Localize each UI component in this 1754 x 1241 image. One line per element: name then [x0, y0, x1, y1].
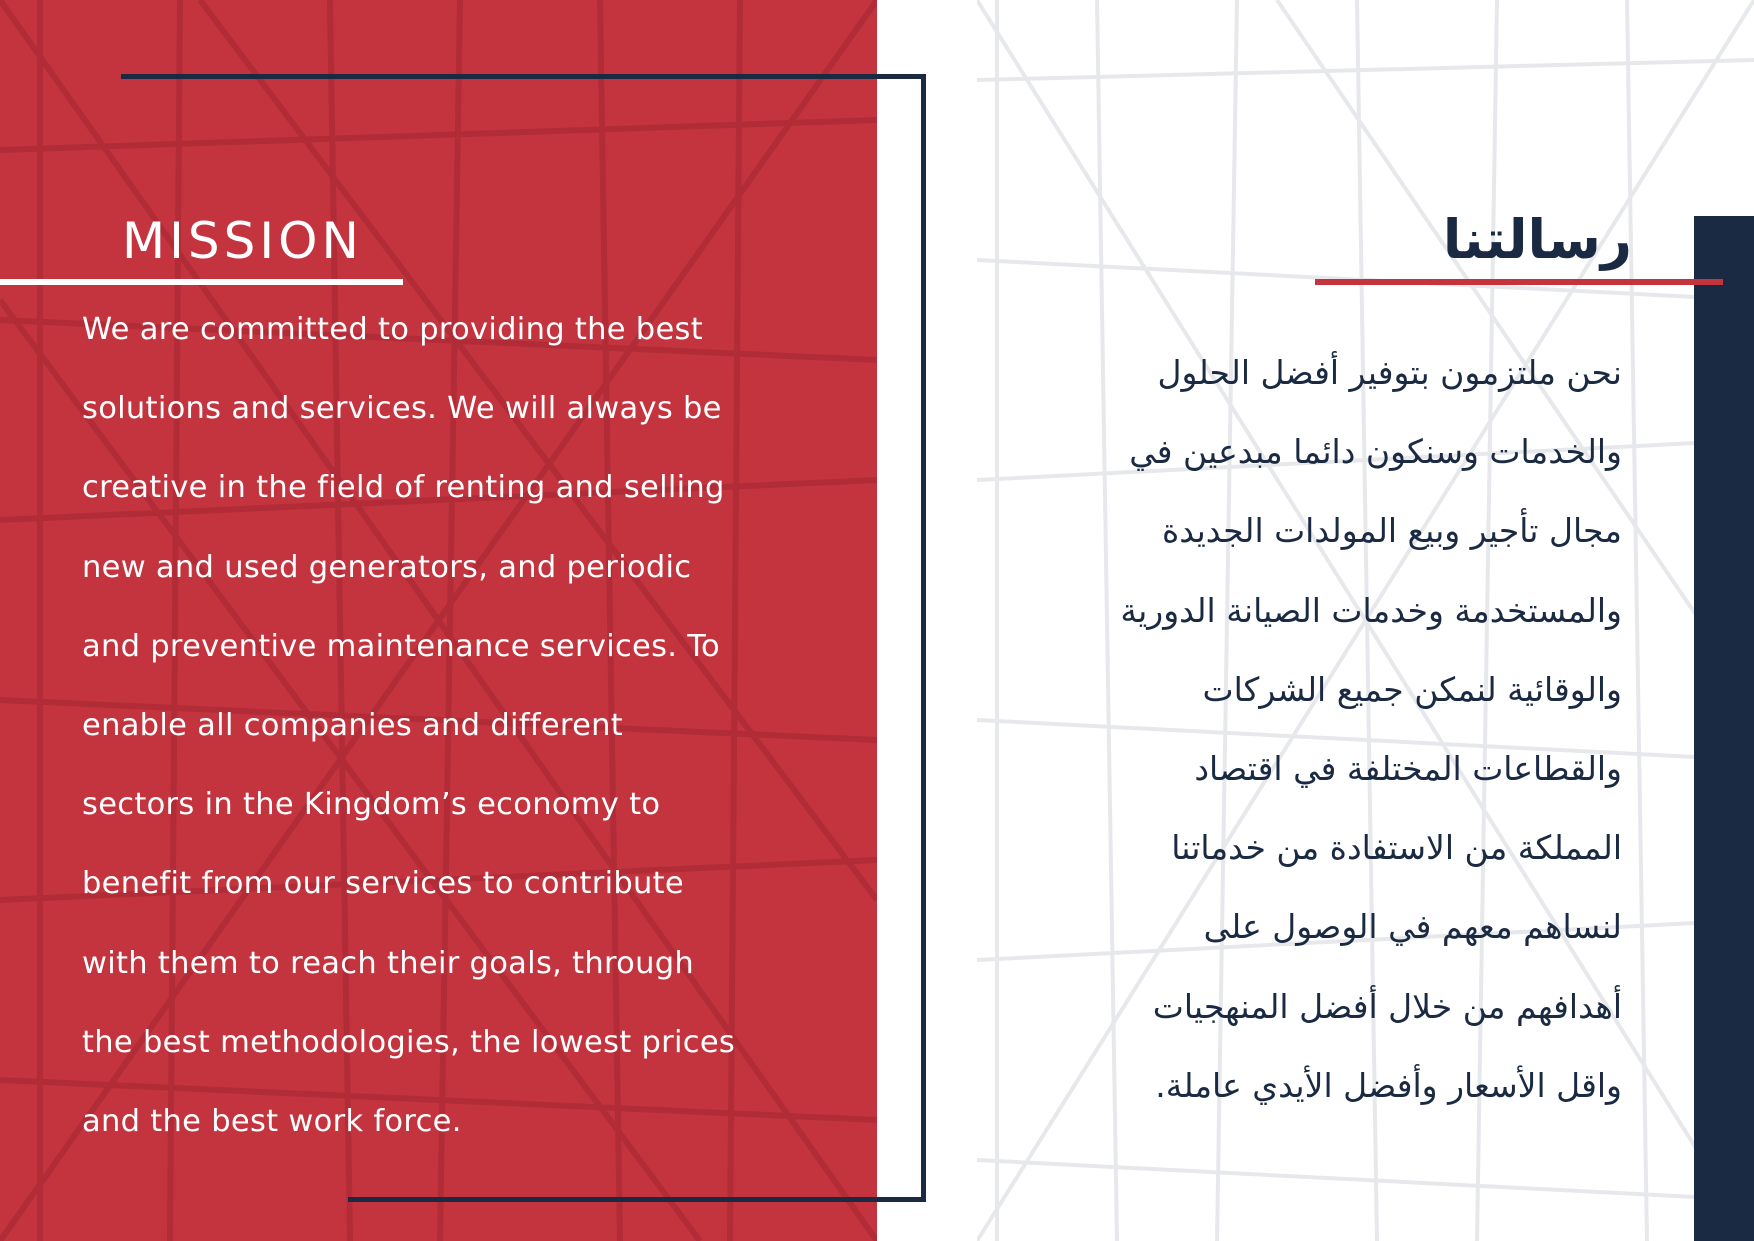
frame-line-right: [921, 74, 926, 1202]
mission-line-arabic: والوقائية لنمكن جميع الشركات: [1202, 669, 1622, 709]
mission-line-arabic: والمستخدمة وخدمات الصيانة الدورية: [1120, 590, 1622, 630]
mission-line: and preventive maintenance services. To: [82, 628, 721, 664]
mission-heading-arabic-underline: [1315, 279, 1723, 285]
frame-line-bottom: [348, 1197, 926, 1202]
mission-line: enable all companies and different: [82, 708, 624, 744]
mission-heading-underline: [0, 279, 403, 285]
mission-body-text-arabic: [972, 333, 1622, 1125]
mission-line-arabic: المملكة من الاستفادة من خدماتنا: [1171, 828, 1622, 868]
mission-line-arabic: لنساهم معهم في الوصول على: [1203, 907, 1622, 947]
mission-line: creative in the field of renting and selling: [82, 470, 725, 506]
mission-line-arabic: مجال تأجير وبيع المولدات الجديدة: [1161, 511, 1622, 551]
mission-line: the best methodologies, the lowest prices: [82, 1024, 736, 1060]
mission-line: benefit from our services to contribute: [82, 866, 684, 902]
mission-heading-arabic: رسالتنا: [1442, 208, 1632, 271]
frame-line-top: [121, 74, 926, 79]
mission-body-text: [82, 290, 772, 1161]
mission-line: and the best work force.: [82, 1104, 462, 1140]
mission-line-arabic: أهدافهم من خلال أفضل المنهجيات: [1152, 986, 1622, 1026]
mission-line: solutions and services. We will always be: [82, 391, 722, 427]
mission-heading: MISSION: [122, 212, 363, 270]
mission-line-arabic: واقل الأسعار وأفضل الأيدي عاملة.: [1155, 1065, 1622, 1105]
mission-line: with them to reach their goals, through: [82, 945, 695, 981]
mission-line-arabic: نحن ملتزمون بتوفير أفضل الحلول: [1157, 353, 1622, 392]
mission-line: We are committed to providing the best: [82, 312, 703, 347]
mission-line: sectors in the Kingdom’s economy to: [82, 787, 661, 823]
navy-accent-bar: [1694, 216, 1754, 1241]
mission-line-arabic: والخدمات وسنكون دائما مبدعين في: [1129, 432, 1622, 472]
mission-line: new and used generators, and periodic: [82, 549, 692, 585]
mission-line-arabic: والقطاعات المختلفة في اقتصاد: [1194, 749, 1622, 789]
